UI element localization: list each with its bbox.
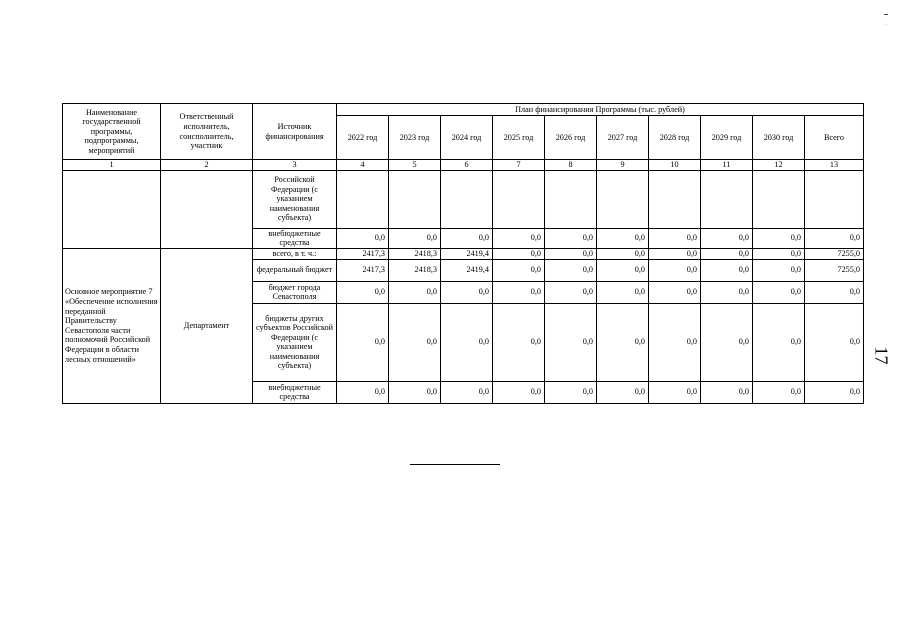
header-year: 2029 год bbox=[701, 116, 753, 160]
value-cell: 0,0 bbox=[597, 259, 649, 281]
value-cell: 0,0 bbox=[493, 281, 545, 303]
value-cell: 0,0 bbox=[493, 303, 545, 381]
value-cell: 0,0 bbox=[753, 381, 805, 403]
value-cell bbox=[337, 170, 389, 228]
column-number: 9 bbox=[597, 160, 649, 171]
header-executor: Ответственный исполнитель, соисполнитель, участник bbox=[161, 104, 253, 160]
value-cell: 0,0 bbox=[441, 303, 493, 381]
value-cell: 0,0 bbox=[493, 259, 545, 281]
scan-mark-dot: · bbox=[885, 22, 887, 28]
separator-line bbox=[410, 464, 500, 465]
value-cell: 0,0 bbox=[545, 381, 597, 403]
column-number: 12 bbox=[753, 160, 805, 171]
value-cell: 0,0 bbox=[389, 281, 441, 303]
value-cell: 2418,3 bbox=[389, 248, 441, 259]
header-year: 2022 год bbox=[337, 116, 389, 160]
value-cell: 0,0 bbox=[649, 281, 701, 303]
source-cell: внебюджетные средства bbox=[253, 228, 337, 248]
source-cell: федеральный бюджет bbox=[253, 259, 337, 281]
column-number: 13 bbox=[805, 160, 864, 171]
column-number: 6 bbox=[441, 160, 493, 171]
value-cell: 2419,4 bbox=[441, 259, 493, 281]
source-cell: Российской Федерации (с указанием наименования субъекта) bbox=[253, 170, 337, 228]
value-cell: 0,0 bbox=[337, 281, 389, 303]
block-executor: Департамент bbox=[161, 248, 253, 403]
value-cell bbox=[805, 170, 864, 228]
value-cell: 0,0 bbox=[753, 303, 805, 381]
value-cell: 0,0 bbox=[649, 248, 701, 259]
column-number: 7 bbox=[493, 160, 545, 171]
value-cell: 0,0 bbox=[441, 228, 493, 248]
column-number: 4 bbox=[337, 160, 389, 171]
value-cell: 2417,3 bbox=[337, 259, 389, 281]
header-year: 2027 год bbox=[597, 116, 649, 160]
value-cell: 2417,3 bbox=[337, 248, 389, 259]
value-cell: 0,0 bbox=[805, 381, 864, 403]
value-cell: 7255,0 bbox=[805, 259, 864, 281]
header-year: 2028 год bbox=[649, 116, 701, 160]
value-cell: 0,0 bbox=[441, 281, 493, 303]
value-cell: 0,0 bbox=[337, 303, 389, 381]
value-cell: 0,0 bbox=[649, 303, 701, 381]
value-cell: 0,0 bbox=[389, 228, 441, 248]
header-source: Источник финансирования bbox=[253, 104, 337, 160]
column-number: 5 bbox=[389, 160, 441, 171]
value-cell: 0,0 bbox=[649, 259, 701, 281]
value-cell: 0,0 bbox=[753, 228, 805, 248]
value-cell: 0,0 bbox=[545, 281, 597, 303]
header-year: 2030 год bbox=[753, 116, 805, 160]
value-cell: 0,0 bbox=[701, 303, 753, 381]
value-cell: 0,0 bbox=[597, 303, 649, 381]
value-cell bbox=[545, 170, 597, 228]
value-cell: 0,0 bbox=[337, 228, 389, 248]
value-cell bbox=[649, 170, 701, 228]
value-cell bbox=[701, 170, 753, 228]
header-plan-title: План финансирования Программы (тыс. рублей) bbox=[337, 104, 864, 116]
value-cell: 2418,3 bbox=[389, 259, 441, 281]
value-cell bbox=[441, 170, 493, 228]
column-number: 10 bbox=[649, 160, 701, 171]
financing-table bbox=[62, 103, 864, 404]
value-cell: 0,0 bbox=[597, 381, 649, 403]
value-cell: 0,0 bbox=[545, 259, 597, 281]
value-cell: 0,0 bbox=[493, 248, 545, 259]
header-year: 2024 год bbox=[441, 116, 493, 160]
value-cell: 0,0 bbox=[701, 228, 753, 248]
header-name: Наименование государственной программы, подпрограммы, мероприятий bbox=[63, 104, 161, 160]
value-cell: 0,0 bbox=[337, 381, 389, 403]
value-cell bbox=[493, 170, 545, 228]
source-cell: всего, в т. ч.: bbox=[253, 248, 337, 259]
value-cell: 7255,0 bbox=[805, 248, 864, 259]
header-year: Всего bbox=[805, 116, 864, 160]
column-number: 2 bbox=[161, 160, 253, 171]
value-cell: 0,0 bbox=[597, 228, 649, 248]
column-number: 11 bbox=[701, 160, 753, 171]
block-name: Основное мероприятие 7 «Обеспечение исполнения переданной Правительству Севастополя части полномочий Российской Федерации в области лесных отношений» bbox=[63, 248, 161, 403]
value-cell: 0,0 bbox=[545, 303, 597, 381]
page-number: 17 bbox=[871, 346, 892, 365]
value-cell: 0,0 bbox=[701, 281, 753, 303]
value-cell: 0,0 bbox=[597, 248, 649, 259]
source-cell: бюджет города Севастополя bbox=[253, 281, 337, 303]
column-number: 8 bbox=[545, 160, 597, 171]
value-cell: 0,0 bbox=[805, 281, 864, 303]
value-cell: 2419,4 bbox=[441, 248, 493, 259]
header-year: 2023 год bbox=[389, 116, 441, 160]
value-cell: 0,0 bbox=[545, 248, 597, 259]
value-cell: 0,0 bbox=[389, 381, 441, 403]
value-cell: 0,0 bbox=[649, 381, 701, 403]
value-cell: 0,0 bbox=[753, 248, 805, 259]
value-cell bbox=[753, 170, 805, 228]
value-cell: 0,0 bbox=[805, 303, 864, 381]
value-cell: 0,0 bbox=[389, 303, 441, 381]
value-cell: 0,0 bbox=[649, 228, 701, 248]
prev-executor-cell bbox=[161, 170, 253, 248]
value-cell: 0,0 bbox=[753, 259, 805, 281]
value-cell bbox=[597, 170, 649, 228]
column-number: 1 bbox=[63, 160, 161, 171]
scan-mark bbox=[884, 14, 888, 15]
value-cell: 0,0 bbox=[493, 228, 545, 248]
prev-name-cell bbox=[63, 170, 161, 248]
value-cell: 0,0 bbox=[753, 281, 805, 303]
value-cell: 0,0 bbox=[493, 381, 545, 403]
source-cell: бюджеты других субъектов Российской Федерации (с указанием наименования субъекта) bbox=[253, 303, 337, 381]
value-cell: 0,0 bbox=[545, 228, 597, 248]
value-cell: 0,0 bbox=[701, 259, 753, 281]
value-cell: 0,0 bbox=[597, 281, 649, 303]
header-year: 2026 год bbox=[545, 116, 597, 160]
value-cell: 0,0 bbox=[805, 228, 864, 248]
source-cell: внебюджетные средства bbox=[253, 381, 337, 403]
value-cell: 0,0 bbox=[701, 248, 753, 259]
header-year: 2025 год bbox=[493, 116, 545, 160]
value-cell: 0,0 bbox=[441, 381, 493, 403]
value-cell: 0,0 bbox=[701, 381, 753, 403]
value-cell bbox=[389, 170, 441, 228]
column-number: 3 bbox=[253, 160, 337, 171]
